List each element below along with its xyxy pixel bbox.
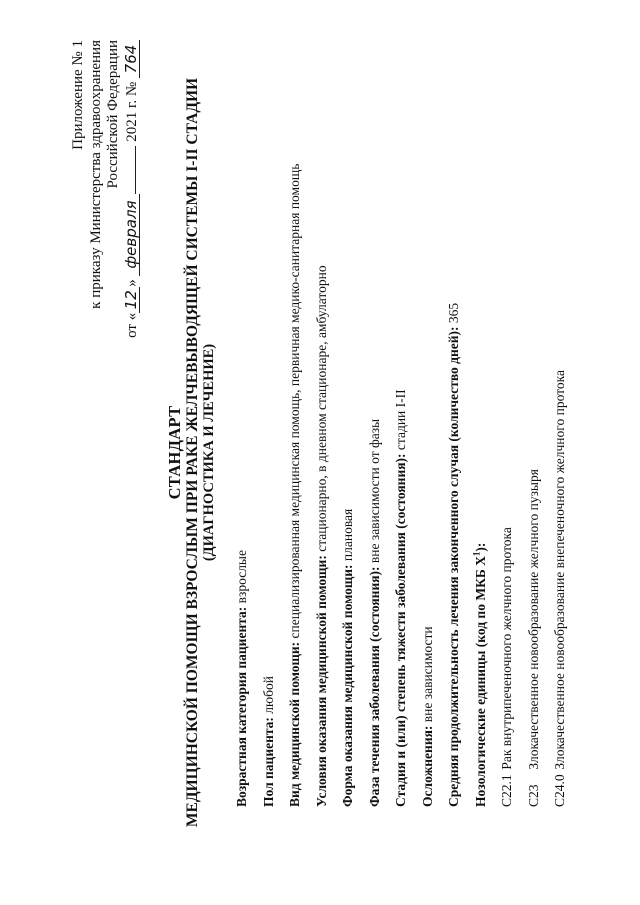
footnote-mark: 1	[471, 551, 481, 557]
appendix-line-3: Российской Федерации	[105, 40, 121, 189]
field-treatment-duration	[445, 47, 472, 807]
field-complications	[419, 47, 446, 807]
field-label: Пол пациента:	[260, 717, 276, 807]
field-value: стационарно, в дневном стационаре, амбулаторно	[313, 265, 329, 556]
field-care-type	[286, 47, 313, 807]
nosology-label: Нозологические единицы (код по МКБ X	[472, 556, 488, 807]
field-label: Средняя продолжительность лечения законченного случая (количество дней):	[446, 326, 461, 807]
document-titles	[166, 0, 217, 905]
appendix-line-2: к приказу Министерства здравоохранения	[87, 40, 104, 309]
date-year: 2021 г. №	[123, 81, 140, 142]
field-value: специализированная медицинская помощь, первичная медико-санитарная помощь	[287, 163, 302, 642]
field-age-category	[233, 47, 260, 807]
field-value: плановая	[340, 508, 355, 565]
date-blank-line	[123, 146, 136, 194]
field-value: стадии I-II	[393, 389, 408, 454]
order-number-handwritten: 764	[124, 40, 140, 78]
field-disease-phase	[366, 47, 393, 807]
field-label: Условия оказания медицинской помощи:	[313, 555, 329, 807]
field-care-conditions	[313, 47, 340, 807]
field-label: Стадия и (или) степень тяжести заболевания (состояния):	[393, 453, 408, 807]
nosology-heading	[472, 47, 499, 807]
icd-code: C24.0	[552, 774, 567, 807]
field-label: Форма оказания медицинской помощи:	[340, 564, 355, 807]
field-value: любой	[260, 676, 276, 718]
date-month-handwritten: февраля	[124, 194, 140, 276]
document-subtitle-2: (ДИАГНОСТИКА И ЛЕЧЕНИЕ)	[201, 343, 217, 562]
icd-name: Рак внутрипеченочного желчного протока	[499, 527, 514, 770]
icd-code-row	[525, 47, 552, 807]
date-mid: »	[123, 279, 140, 287]
field-value: вне зависимости	[419, 626, 435, 726]
icd-name: Злокачественное новообразование внепеченочного желчного протока	[552, 370, 567, 770]
field-care-form	[339, 47, 366, 807]
field-label: Возрастная категория пациента:	[234, 606, 249, 807]
date-prefix: от «	[123, 312, 140, 338]
icd-code-row	[498, 47, 525, 807]
field-value: вне зависимости от фазы	[366, 418, 382, 567]
icd-code: C23	[525, 784, 541, 807]
document-title: СТАНДАРТ	[165, 405, 184, 500]
icd-code-row	[551, 47, 578, 807]
field-sex	[260, 47, 287, 807]
document-subtitle: МЕДИЦИНСКОЙ ПОМОЩИ ВЗРОСЛЫМ ПРИ РАКЕ ЖЕЛЧЕВЫВОДЯЩЕЙ СИСТЕМЫ I-II СТАДИИ	[184, 77, 201, 828]
field-value: взрослые	[234, 550, 249, 607]
appendix-date-line	[123, 40, 142, 370]
appendix-header	[70, 40, 141, 370]
field-label: Фаза течения заболевания (состояния):	[366, 566, 382, 807]
icd-name: Злокачественное новообразование желчного пузыря	[525, 469, 541, 770]
field-value: 365	[446, 302, 461, 327]
field-label: Вид медицинской помощи:	[287, 641, 302, 807]
date-day-handwritten: 12	[124, 287, 140, 313]
field-disease-stage	[392, 47, 419, 807]
appendix-line-1: Приложение № 1	[70, 40, 86, 150]
field-label: Осложнения:	[419, 725, 435, 807]
nosology-label-end: ):	[472, 542, 488, 552]
icd-code: C22.1	[499, 774, 514, 807]
standard-fields	[233, 47, 578, 807]
